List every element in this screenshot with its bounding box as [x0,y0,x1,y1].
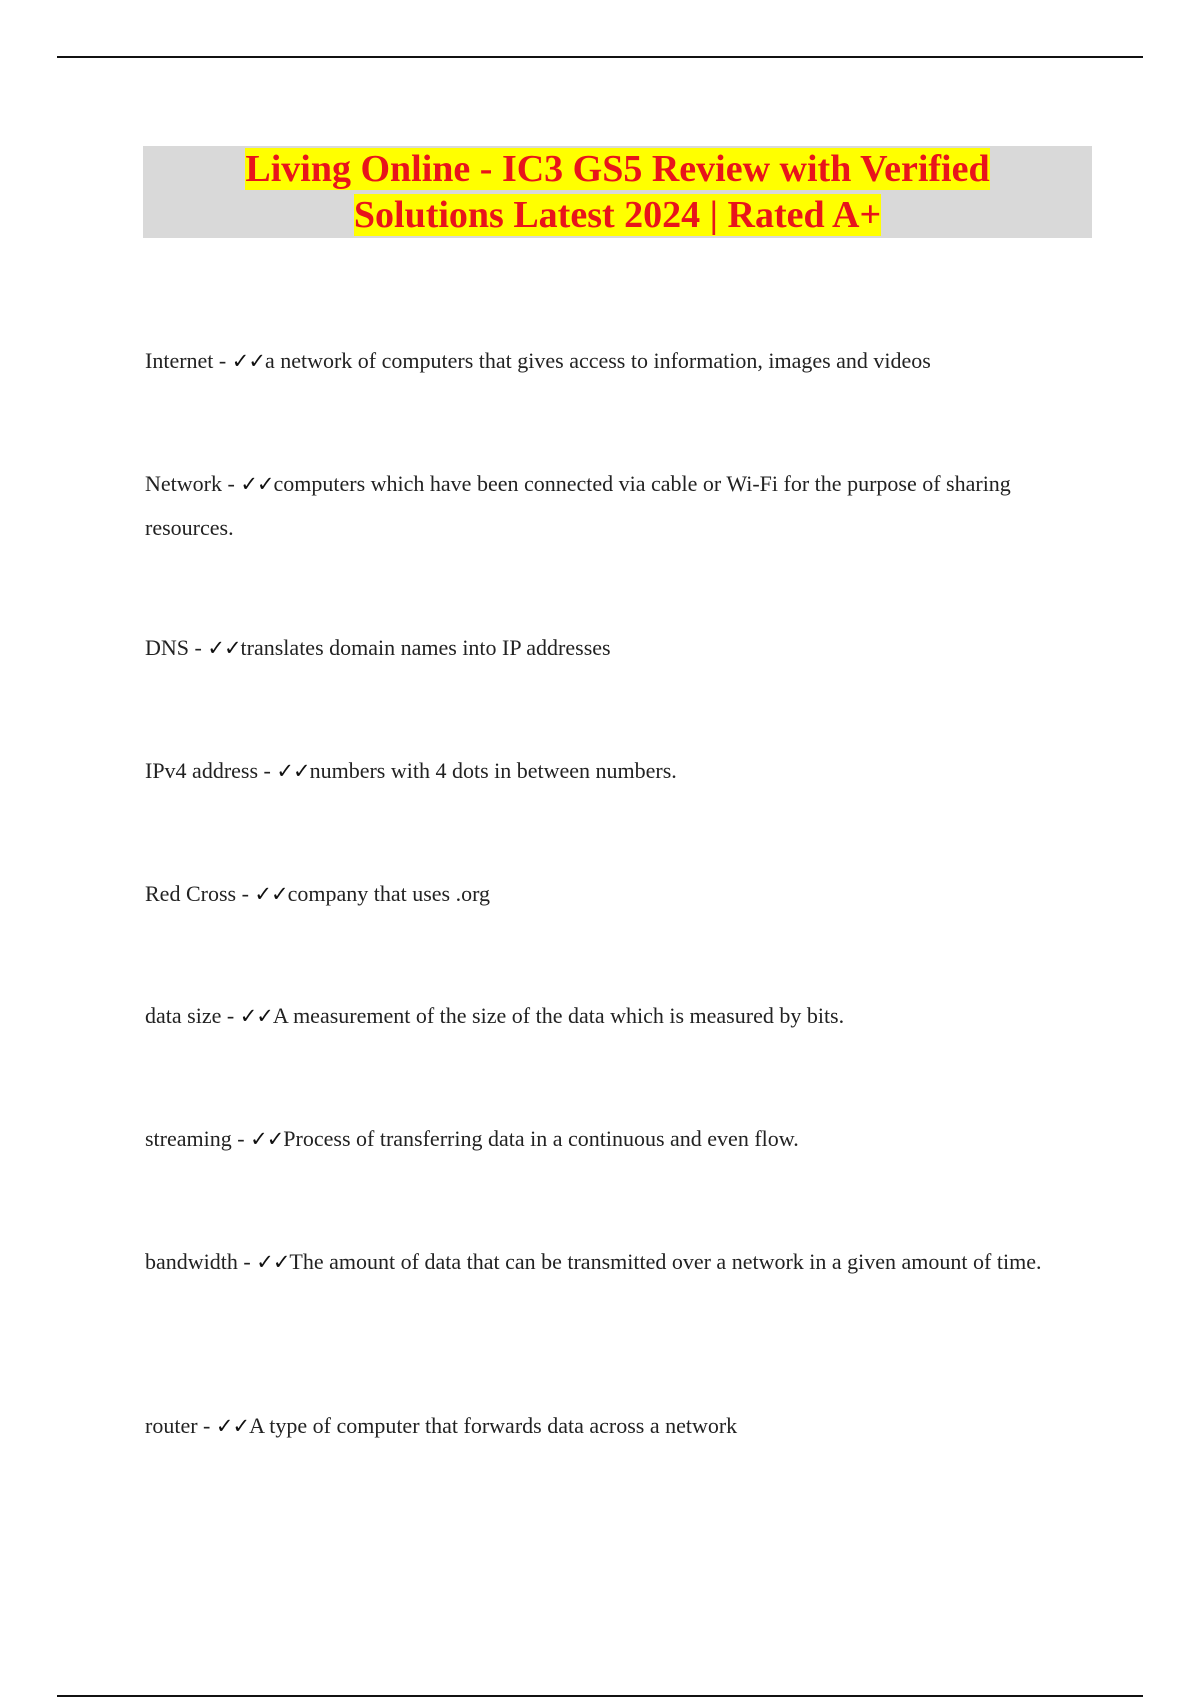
document-title [168,146,1068,238]
qa-item-data-size [145,994,1095,1038]
double-check-icon: ✓✓ [240,472,274,496]
qa-term: Red Cross [145,881,237,906]
qa-term: router [145,1413,198,1438]
double-check-icon: ✓✓ [215,1414,250,1438]
qa-item-red-cross [145,872,1095,916]
qa-term: bandwidth [145,1249,238,1274]
bottom-rule [57,1695,1143,1697]
title-line-2: Solutions Latest 2024 | Rated A+ [353,194,882,236]
qa-item-network [145,462,1095,550]
qa-term: data size [145,1003,222,1028]
qa-definition: A type of computer that forwards data across a network [249,1413,738,1438]
qa-definition: a network of computers that gives access to information, images and videos [264,348,931,373]
qa-definition: numbers with 4 dots in between numbers. [309,758,677,783]
qa-separator: - [258,758,277,783]
title-banner [143,146,1092,238]
qa-separator: - [231,1126,251,1151]
double-check-icon: ✓✓ [254,882,288,906]
double-check-icon: ✓✓ [276,759,310,783]
double-check-icon: ✓✓ [231,349,265,373]
qa-separator: - [197,1413,216,1438]
qa-term: Network [145,471,222,496]
qa-item-bandwidth [145,1240,1095,1284]
qa-definition: Process of transferring data in a continuous and even flow. [283,1126,799,1151]
double-check-icon: ✓✓ [250,1127,284,1151]
qa-item-dns [145,626,1095,670]
qa-separator: - [237,1249,257,1274]
qa-definition: computers which have been connected via cable or Wi-Fi for the purpose of sharing resources. [145,471,1011,540]
qa-separator: - [221,471,241,496]
qa-term: IPv4 address [145,758,259,783]
qa-term: DNS [145,635,190,660]
qa-item-internet [145,339,1095,383]
qa-definition: A measurement of the size of the data which is measured by bits. [272,1003,845,1028]
qa-item-ipv4-address [145,749,1095,793]
qa-definition: company that uses .org [287,881,491,906]
double-check-icon: ✓✓ [207,636,241,660]
top-rule [57,56,1143,58]
double-check-icon: ✓✓ [256,1250,290,1274]
qa-separator: - [221,1003,240,1028]
qa-item-router [145,1404,1095,1448]
qa-item-streaming [145,1117,1095,1161]
qa-definition: The amount of data that can be transmitted over a network in a given amount of time. [289,1249,1042,1274]
double-check-icon: ✓✓ [239,1004,273,1028]
qa-separator: - [213,348,232,373]
qa-term: streaming [145,1126,232,1151]
qa-definition: translates domain names into IP addresses [240,635,611,660]
qa-separator: - [236,881,255,906]
qa-separator: - [189,635,208,660]
qa-term: Internet [145,348,214,373]
title-line-1: Living Online - IC3 GS5 Review with Verified [245,148,990,190]
